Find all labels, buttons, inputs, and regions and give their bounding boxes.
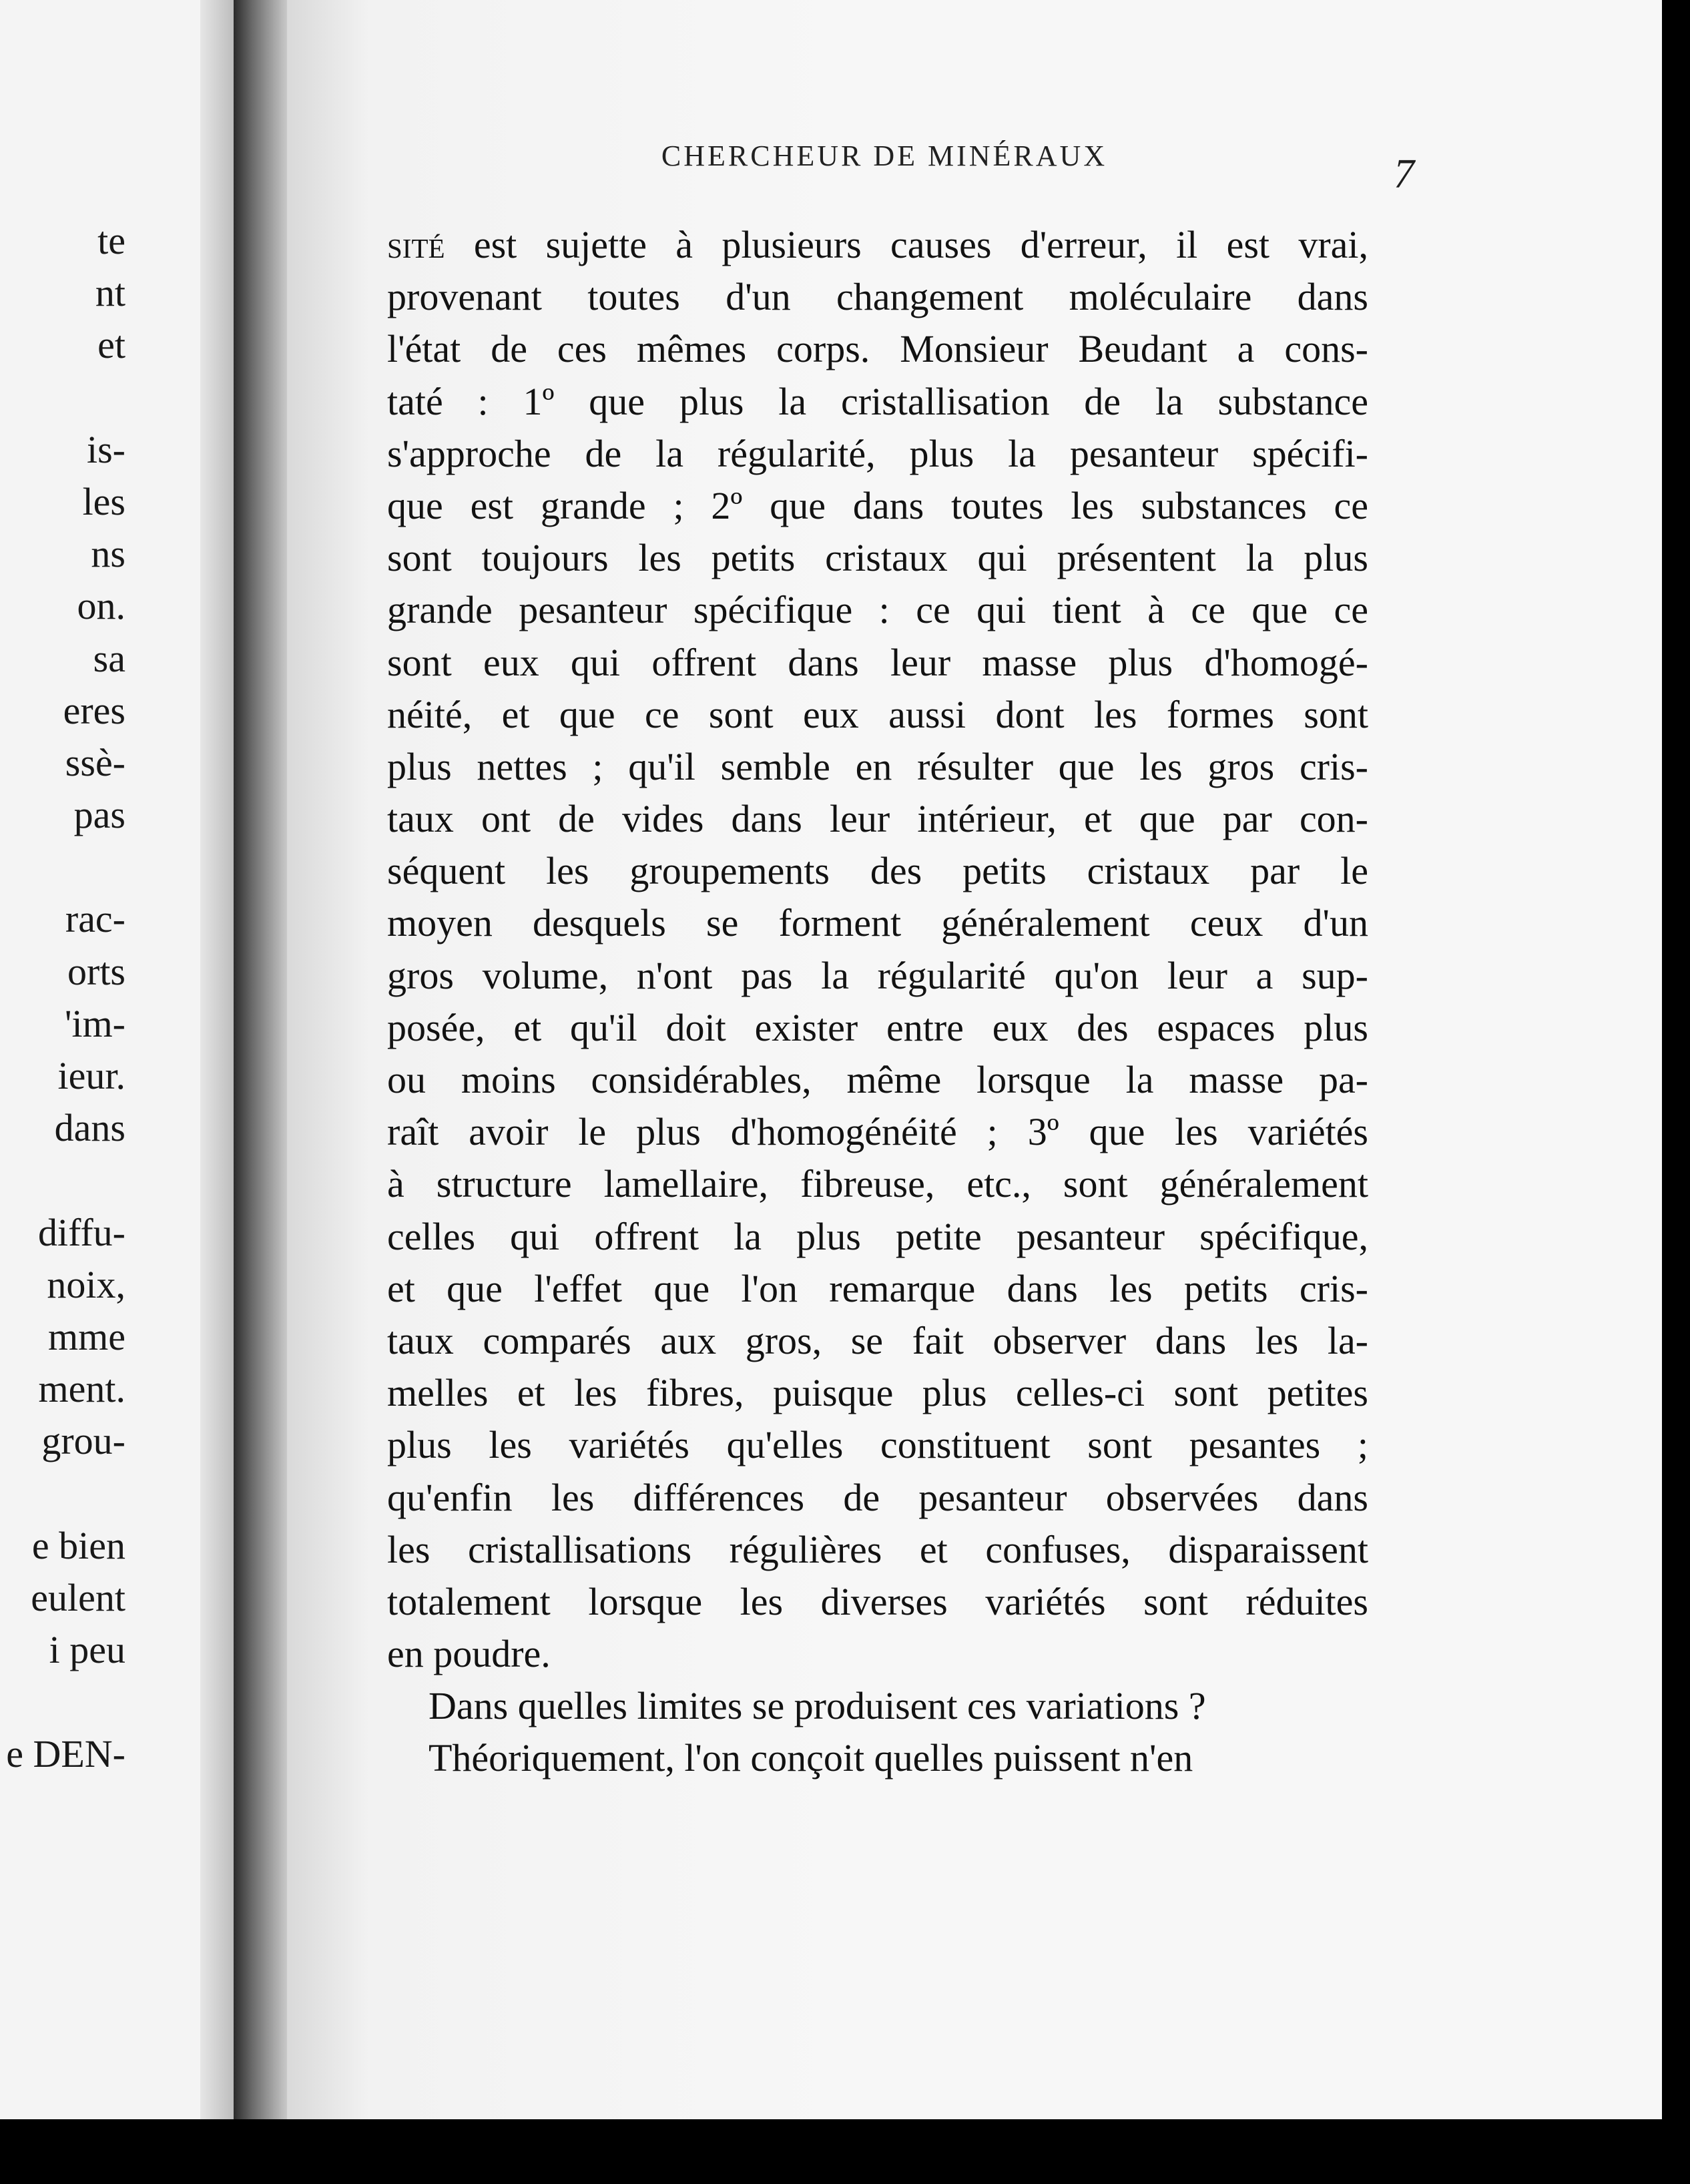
book-spine xyxy=(234,0,287,2119)
left-page-line: les xyxy=(82,479,125,523)
right-page xyxy=(287,0,1662,2119)
paragraph-1-line: s'approche de la régularité, plus la pesanteur spécifi- xyxy=(387,431,1368,475)
paragraph-1-line: plus les variétés qu'elles constituent sont pesantes ; xyxy=(387,1423,1368,1467)
paragraph-2-line: Dans quelles limites se produisent ces variations ? xyxy=(429,1684,1206,1728)
paragraph-1-line: taux comparés aux gros, se fait observer dans les la- xyxy=(387,1318,1368,1362)
left-page-line: ns xyxy=(91,532,125,576)
left-page-line: mme xyxy=(48,1314,125,1358)
left-page-line: rac- xyxy=(65,897,125,941)
left-page-line: diffu- xyxy=(37,1210,125,1254)
left-page-line: eulent xyxy=(31,1575,125,1619)
left-page-line xyxy=(0,1676,200,1728)
paragraph-1-line: totalement lorsque les diverses variétés sont réduites xyxy=(387,1579,1368,1623)
paragraph-1-line: sont toujours les petits cristaux qui présentent la plus xyxy=(387,536,1368,580)
paragraph-1-line: et que l'effet que l'on remarque dans les petits cris- xyxy=(387,1266,1368,1310)
left-page-line: ment. xyxy=(38,1367,125,1411)
left-page-line: dans xyxy=(54,1106,125,1150)
paragraph-1-line: que est grande ; 2º que dans toutes les substances ce xyxy=(387,483,1368,527)
bottom-margin-edge xyxy=(0,2119,1690,2184)
small-caps-word: sité xyxy=(387,223,445,266)
paragraph-1-line: séquent les groupements des petits cristaux par le xyxy=(387,849,1368,893)
left-page-line: grou- xyxy=(41,1419,125,1463)
paragraph-3-line: Théoriquement, l'on conçoit quelles puissent n'en xyxy=(429,1736,1193,1780)
paragraph-1-line: raît avoir le plus d'homogénéité ; 3º que les variétés xyxy=(387,1110,1368,1154)
paragraph-1-line: taux ont de vides dans leur intérieur, et que par con- xyxy=(387,797,1368,841)
left-page-text xyxy=(0,215,200,1781)
paragraph-1-line: sité est sujette à plusieurs causes d'erreur, il est vrai, xyxy=(387,223,1368,266)
paragraph-1-line: sont eux qui offrent dans leur masse plus d'homogé- xyxy=(387,640,1368,684)
left-page-line: e DEN- xyxy=(6,1732,125,1776)
left-page xyxy=(0,0,234,2119)
paragraph-1-line: néité, et que ce sont eux aussi dont les formes sont xyxy=(387,692,1368,736)
page-number: 7 xyxy=(1394,152,1414,197)
left-page-line xyxy=(0,1468,200,1520)
left-page-line: noix, xyxy=(47,1262,125,1306)
left-page-line: ssè- xyxy=(65,740,125,784)
body-text xyxy=(387,219,1368,1785)
paragraph-1-line: en poudre. xyxy=(387,1632,551,1676)
left-page-line: on. xyxy=(77,584,125,628)
left-page-line: nt xyxy=(95,271,125,315)
left-page-line: et xyxy=(97,323,125,367)
paragraph-1-line: plus nettes ; qu'il semble en résulter que les gros cris- xyxy=(387,744,1368,788)
left-page-line xyxy=(0,372,200,424)
left-page-line: e bien xyxy=(31,1523,125,1567)
paragraph-1-line: à structure lamellaire, fibreuse, etc., sont généralement xyxy=(387,1162,1368,1206)
left-page-line xyxy=(0,1154,200,1206)
left-page-line: te xyxy=(97,219,125,262)
paragraph-1-line: taté : 1º que plus la cristallisation de la substance xyxy=(387,379,1368,423)
left-page-line: orts xyxy=(67,949,125,993)
paragraph-1-line: ou moins considérables, même lorsque la masse pa- xyxy=(387,1058,1368,1101)
left-page-gutter-shadow xyxy=(200,0,234,2119)
left-page-line: sa xyxy=(93,636,125,680)
left-page-line: is- xyxy=(87,427,125,471)
running-head: CHERCHEUR DE MINÉRAUX xyxy=(661,140,1108,172)
left-page-line: pas xyxy=(73,793,125,837)
left-page-line: ieur. xyxy=(57,1054,125,1097)
left-page-line: i peu xyxy=(49,1628,125,1672)
paragraph-1-line: les cristallisations régulières et confuses, disparaissent xyxy=(387,1527,1368,1571)
left-page-line xyxy=(0,841,200,893)
paragraph-1-line: posée, et qu'il doit exister entre eux des espaces plus xyxy=(387,1005,1368,1049)
left-page-line: 'im- xyxy=(65,1001,125,1045)
paragraph-1-line: grande pesanteur spécifique : ce qui tient à ce que ce xyxy=(387,588,1368,632)
paragraph-1-line: provenant toutes d'un changement moléculaire dans xyxy=(387,275,1368,319)
paragraph-1-line: moyen desquels se forment généralement ceux d'un xyxy=(387,901,1368,945)
paragraph-1-line: qu'enfin les différences de pesanteur observées dans xyxy=(387,1475,1368,1519)
paragraph-1-line: melles et les fibres, puisque plus celles-ci sont petites xyxy=(387,1371,1368,1415)
paragraph-1-line: celles qui offrent la plus petite pesanteur spécifique, xyxy=(387,1214,1368,1258)
paragraph-1-line: gros volume, n'ont pas la régularité qu'on leur a sup- xyxy=(387,953,1368,997)
right-margin-edge xyxy=(1662,0,1690,2184)
paragraph-1-line: l'état de ces mêmes corps. Monsieur Beudant a cons- xyxy=(387,327,1368,371)
left-page-line: eres xyxy=(63,688,125,732)
